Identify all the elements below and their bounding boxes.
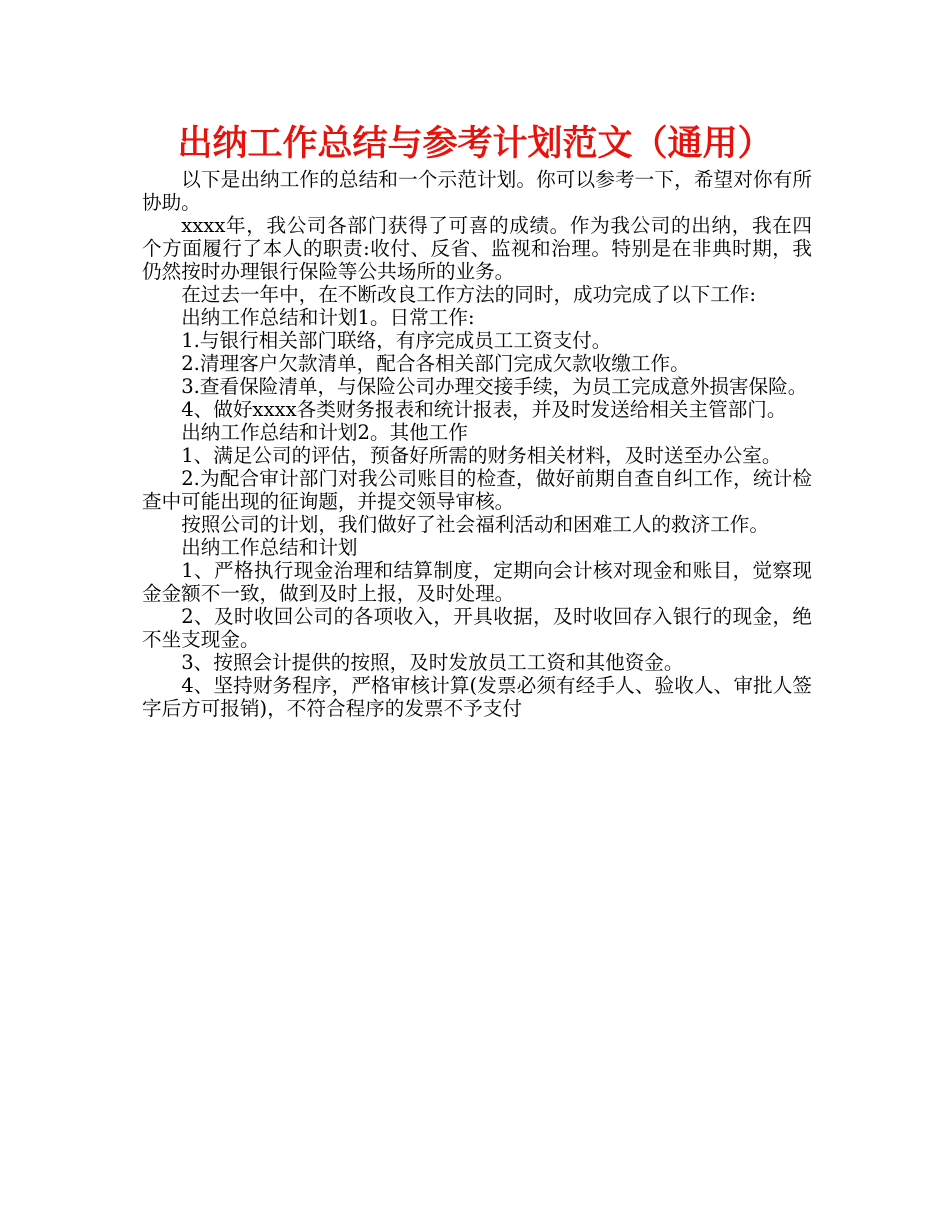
list-item: 4、坚持财务程序，严格审核计算(发票必须有经手人、验收人、审批人签字后方可报销)，不符合程序的发票不予支付 (142, 674, 812, 720)
paragraph: xxxx年，我公司各部门获得了可喜的成绩。作为我公司的出纳，我在四个方面履行了本人的职责:收付、反省、监视和治理。特别是在非典时期，我仍然按时办理银行保险等公共场所的业务。 (142, 214, 812, 283)
paragraph: 在过去一年中，在不断改良工作方法的同时，成功完成了以下工作: (181, 283, 757, 306)
paragraph: 以下是出纳工作的总结和一个示范计划。你可以参考一下，希望对你有所协助。 (142, 168, 812, 214)
list-item: 1、满足公司的评估，预备好所需的财务相关材料，及时送至办公室。 (181, 444, 782, 467)
document-title: 出纳工作总结与参考计划范文（通用） (177, 124, 773, 164)
paragraph: 按照公司的计划，我们做好了社会福利活动和困难工人的救济工作。 (181, 513, 769, 536)
list-item: 1.与银行相关部门联络，有序完成员工工资支付。 (181, 329, 612, 352)
list-item: 4、做好xxxx各类财务报表和统计报表，并及时发送给相关主管部门。 (181, 398, 787, 421)
section-heading: 出纳工作总结和计划1。日常工作: (181, 306, 475, 329)
list-item: 3、按照会计提供的按照，及时发放员工工资和其他资金。 (181, 651, 684, 674)
section-heading: 出纳工作总结和计划 (181, 536, 358, 559)
list-item: 2.清理客户欠款清单，配合各相关部门完成欠款收缴工作。 (181, 352, 690, 375)
list-item: 2、及时收回公司的各项收入，开具收据，及时收回存入银行的现金，绝不坐支现金。 (142, 605, 812, 651)
document-body (142, 168, 812, 720)
list-item: 3.查看保险清单，与保险公司办理交接手续，为员工完成意外损害保险。 (181, 375, 808, 398)
list-item: 1、严格执行现金治理和结算制度，定期向会计核对现金和账目，觉察现金金额不一致，做到及时上报，及时处理。 (142, 559, 812, 605)
section-heading: 出纳工作总结和计划2。其他工作 (181, 421, 468, 444)
list-item: 2.为配合审计部门对我公司账目的检查，做好前期自查自纠工作，统计检查中可能出现的征询题，并提交领导审核。 (142, 467, 812, 513)
